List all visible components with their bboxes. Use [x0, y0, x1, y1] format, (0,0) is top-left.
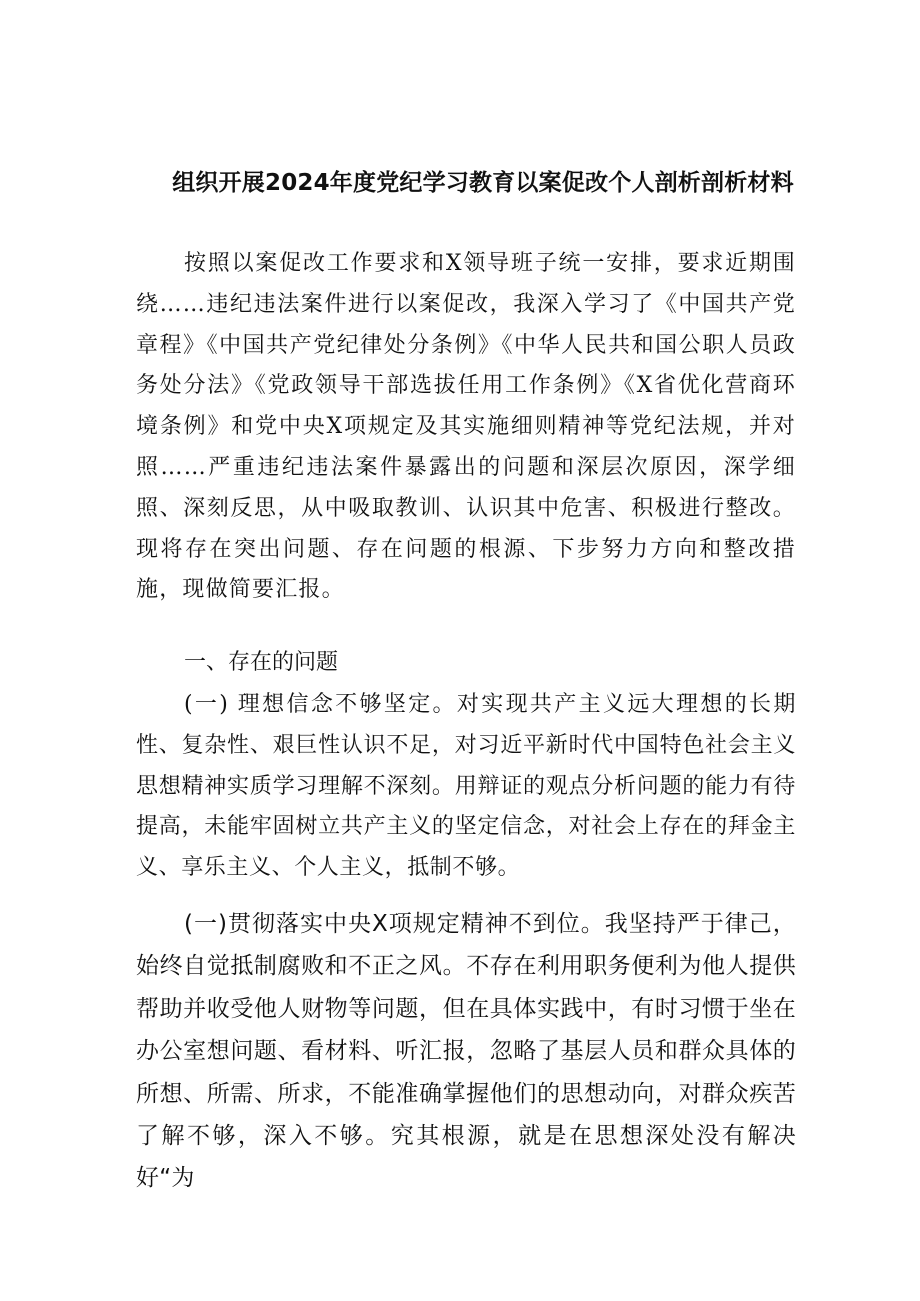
document-title: 组织开展2024年度党纪学习教育以案促改个人剖析剖析材料 — [172, 170, 794, 196]
intro-paragraph: 按照以案促改工作要求和X领导班子统一安排，要求近期围绕……违纪违法案件进行以案促改，我深入学习了《中国共产党章程》《中国共产党纪律处分条例》《中华人民共和国公职人员政务处分法》《党政领导干部选拔任用工作条例》《X省优化营商环境条例》和党中央X项规定及其实施细则精神等党纪法规，并对照……严重违纪违法案件暴露出的问题和深层次原因，深学细照、深刻反思，从中吸取教训、认识其中危害、积极进行整改。现将存在突出问题、存在问题的根源、下步努力方向和整改措施，现做简要汇报。 — [136, 251, 796, 603]
section-heading-problems: 一、存在的问题 — [184, 650, 339, 675]
problem-item-ideals: (一) 理想信念不够坚定。对实现共产主义远大理想的长期性、复杂性、艰巨性认识不足，对习近平新时代中国特色社会主义思想精神实质学习理解不深刻。用辩证的观点分析问题的能力有待提高，未能牢固树立共产主义的坚定信念，对社会上存在的拜金主义、享乐主义、个人主义，抵制不够。 — [136, 692, 796, 881]
problem-item-regulations: (一)贯彻落实中央X项规定精神不到位。我坚持严于律己，始终自觉抵制腐败和不正之风。不存在利用职务便利为他人提供帮助并收受他人财物等问题，但在具体实践中，有时习惯于坐在办公室想问题、看材料、听汇报，忽略了基层人员和群众具体的所想、所需、所求，不能准确掌握他们的思想动向，对群众疾苦了解不够，深入不够。究其根源，就是在思想深处没有解决好“为 — [136, 911, 796, 1192]
